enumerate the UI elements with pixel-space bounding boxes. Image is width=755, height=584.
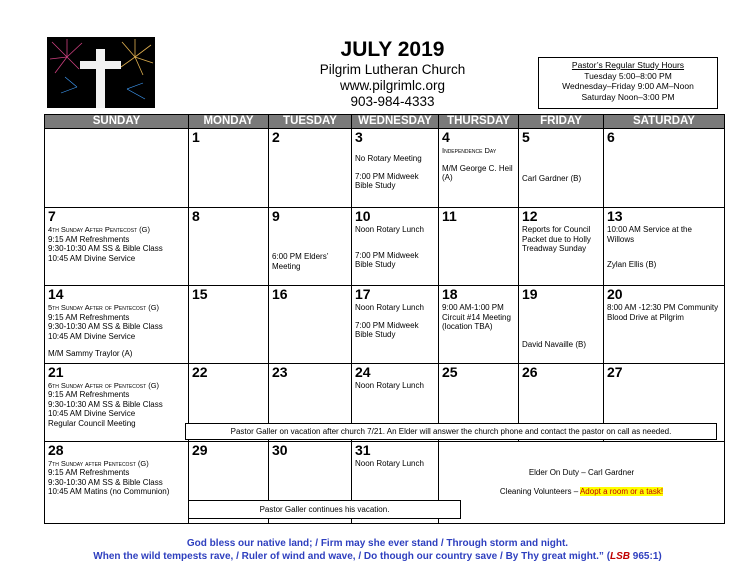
day-cell-empty bbox=[45, 129, 189, 208]
day-number: 11 bbox=[442, 208, 457, 225]
weekday-header: SATURDAY bbox=[604, 115, 725, 129]
day-number: 15 bbox=[192, 286, 208, 303]
event-text: 9:30-10:30 AM SS & Bible Class bbox=[48, 244, 163, 254]
day-cell bbox=[352, 129, 439, 208]
event-text: No Rotary Meeting bbox=[355, 154, 422, 164]
day-cell bbox=[352, 286, 439, 363]
liturgical-day: 4th Sunday After Pentecost (G) bbox=[48, 225, 151, 235]
day-number: 29 bbox=[192, 441, 208, 458]
day-number: 31 bbox=[355, 441, 371, 458]
day-number: 14 bbox=[48, 286, 64, 303]
hymnal-reference: LSB bbox=[610, 551, 631, 562]
church-cross-logo bbox=[47, 37, 155, 108]
event-text: Noon Rotary Lunch bbox=[355, 225, 424, 235]
day-number: 9 bbox=[272, 208, 280, 225]
calendar-grid bbox=[44, 114, 725, 524]
cleaning-label: Cleaning Volunteers – bbox=[499, 487, 579, 497]
day-number: 8 bbox=[192, 208, 200, 225]
spacer bbox=[355, 235, 435, 251]
weekday-header-row bbox=[45, 115, 725, 129]
church-phone: 903-984-4333 bbox=[350, 94, 435, 109]
study-hours-title: Pastor’s Regular Study Hours bbox=[571, 60, 685, 70]
liturgical-day: 6th Sunday After of Pentecost (G) bbox=[48, 380, 160, 390]
day-cell bbox=[45, 286, 189, 363]
day-cell bbox=[45, 441, 189, 523]
spacer bbox=[355, 313, 435, 321]
day-cell bbox=[189, 129, 269, 208]
event-text: David Navaille (B) bbox=[522, 340, 587, 350]
weekday-header: MONDAY bbox=[189, 115, 269, 129]
event-text: Noon Rotary Lunch bbox=[355, 458, 424, 468]
event-text: 9:00 AM-1:00 PM Circuit #14 Meeting (location TBA) bbox=[442, 303, 511, 332]
liturgical-day: 5th Sunday After of Pentecost (G) bbox=[48, 303, 160, 313]
day-number: 10 bbox=[355, 208, 371, 225]
event-text: 9:15 AM Refreshments bbox=[48, 390, 130, 400]
day-number: 17 bbox=[355, 286, 371, 303]
spacer bbox=[522, 146, 600, 174]
cleaning-volunteers bbox=[442, 487, 721, 497]
spacer bbox=[355, 146, 435, 154]
day-number: 27 bbox=[607, 363, 623, 380]
day-number: 19 bbox=[522, 286, 538, 303]
study-hours-line: Wednesday–Friday 9:00 AM–Noon bbox=[562, 81, 694, 91]
day-cell bbox=[604, 208, 725, 286]
month-title: JULY 2019 bbox=[340, 38, 445, 61]
day-number: 24 bbox=[355, 363, 371, 380]
calendar-header bbox=[290, 38, 495, 110]
event-text: 9:30-10:30 AM SS & Bible Class bbox=[48, 477, 163, 487]
day-cell bbox=[519, 208, 604, 286]
day-cell bbox=[269, 129, 352, 208]
day-number: 16 bbox=[272, 286, 288, 303]
weekday-header: FRIDAY bbox=[519, 115, 604, 129]
week-row bbox=[45, 208, 725, 286]
day-cell bbox=[604, 286, 725, 363]
adopt-room-link[interactable]: Adopt a room or a task! bbox=[579, 487, 664, 497]
study-hours-box bbox=[538, 57, 718, 109]
vacation-continues-note: Pastor Galler continues his vacation. bbox=[188, 500, 461, 519]
event-text: 7:00 PM Midweek Bible Study bbox=[355, 250, 419, 270]
spacer bbox=[522, 303, 600, 340]
event-text: 10:45 AM Matins (no Communion) bbox=[48, 487, 170, 497]
day-cell bbox=[519, 129, 604, 208]
day-number: 6 bbox=[607, 129, 615, 146]
event-text: Zylan Ellis (B) bbox=[607, 260, 657, 270]
event-text: 9:30-10:30 AM SS & Bible Class bbox=[48, 399, 163, 409]
day-cell bbox=[269, 286, 352, 363]
spacer bbox=[442, 156, 515, 164]
week-row bbox=[45, 129, 725, 208]
event-text: Noon Rotary Lunch bbox=[355, 303, 424, 313]
event-text: 7:00 PM Midweek Bible Study bbox=[355, 171, 419, 191]
event-text: M/M Sammy Traylor (A) bbox=[48, 349, 133, 359]
day-cell bbox=[269, 208, 352, 286]
event-text: 6:00 PM Elders’ Meeting bbox=[272, 252, 329, 271]
day-number: 28 bbox=[48, 441, 64, 458]
day-number: 5 bbox=[522, 129, 530, 146]
hymn-number: 965:1) bbox=[630, 551, 662, 562]
day-cell bbox=[604, 129, 725, 208]
day-number: 21 bbox=[48, 363, 64, 380]
event-text: 10:45 AM Divine Service bbox=[48, 253, 136, 263]
day-cell bbox=[189, 208, 269, 286]
day-number: 30 bbox=[272, 441, 288, 458]
announcements-cell bbox=[439, 441, 725, 523]
day-cell bbox=[45, 363, 189, 441]
day-cell bbox=[439, 129, 519, 208]
spacer bbox=[355, 164, 435, 172]
event-text: M/M George C. Heil (A) bbox=[442, 163, 513, 183]
event-text: Carl Gardner (B) bbox=[522, 174, 582, 184]
footer-hymn-line1: God bless our native land; / Firm may she ever stand / Through storm and night. bbox=[186, 538, 569, 549]
elder-on-duty: Elder On Duty – Carl Gardner bbox=[528, 467, 635, 477]
spacer bbox=[272, 225, 348, 252]
event-text: 10:00 AM Service at the Willows bbox=[607, 225, 692, 244]
day-number: 23 bbox=[272, 363, 288, 380]
day-number: 2 bbox=[272, 129, 280, 146]
event-text: Reports for Council Packet due to Holly Treadway Sunday bbox=[522, 225, 591, 254]
event-text: 10:45 AM Divine Service bbox=[48, 331, 136, 341]
day-number: 12 bbox=[522, 208, 538, 225]
vacation-note: Pastor Galler on vacation after church 7/21. An Elder will answer the church phone and contact the pastor on call as needed. bbox=[185, 423, 717, 440]
event-text: 9:15 AM Refreshments bbox=[48, 312, 130, 322]
day-number: 1 bbox=[192, 129, 200, 146]
day-cell bbox=[439, 286, 519, 363]
weekday-header: TUESDAY bbox=[269, 115, 352, 129]
day-cell bbox=[439, 208, 519, 286]
study-hours-line: Tuesday 5:00–8:00 PM bbox=[584, 70, 672, 81]
holiday-text: Independence Day bbox=[442, 146, 497, 156]
event-text: 8:00 AM -12:30 PM Community Blood Drive at Pilgrim bbox=[607, 303, 719, 322]
day-cell bbox=[352, 208, 439, 286]
day-number: 13 bbox=[607, 208, 623, 225]
weekday-header: SUNDAY bbox=[45, 115, 189, 129]
spacer bbox=[48, 341, 185, 349]
day-number: 22 bbox=[192, 363, 208, 380]
day-number: 18 bbox=[442, 286, 458, 303]
day-number: 20 bbox=[607, 286, 623, 303]
day-cell bbox=[189, 286, 269, 363]
spacer bbox=[607, 244, 721, 260]
day-cell bbox=[519, 286, 604, 363]
day-number: 3 bbox=[355, 129, 363, 146]
weekday-header: WEDNESDAY bbox=[352, 115, 439, 129]
day-number: 4 bbox=[442, 129, 450, 146]
event-text: 9:30-10:30 AM SS & Bible Class bbox=[48, 322, 163, 332]
event-text: 7:00 PM Midweek Bible Study bbox=[355, 320, 419, 340]
spacer bbox=[442, 477, 721, 487]
event-text: 9:15 AM Refreshments bbox=[48, 234, 130, 244]
day-cell bbox=[45, 208, 189, 286]
weekday-header: THURSDAY bbox=[439, 115, 519, 129]
study-hours-line: Saturday Noon–3:00 PM bbox=[581, 91, 675, 102]
week-row bbox=[45, 286, 725, 363]
event-text: Regular Council Meeting bbox=[48, 418, 136, 428]
event-text: 9:15 AM Refreshments bbox=[48, 468, 130, 478]
event-text: Noon Rotary Lunch bbox=[355, 380, 424, 390]
church-website[interactable]: www.pilgrimlc.org bbox=[339, 78, 446, 93]
church-name: Pilgrim Lutheran Church bbox=[319, 62, 466, 77]
day-number: 25 bbox=[442, 363, 458, 380]
footer-hymn-line2 bbox=[0, 550, 755, 563]
event-text: 10:45 AM Divine Service bbox=[48, 409, 136, 419]
footer-hymn-text: When the wild tempests rave, / Ruler of wind and wave, / Do though our country save / By Thy great might.” ( bbox=[93, 551, 611, 562]
day-number: 7 bbox=[48, 208, 56, 225]
day-number: 26 bbox=[522, 363, 538, 380]
liturgical-day: 7th Sunday after Pentecost (G) bbox=[48, 458, 149, 468]
